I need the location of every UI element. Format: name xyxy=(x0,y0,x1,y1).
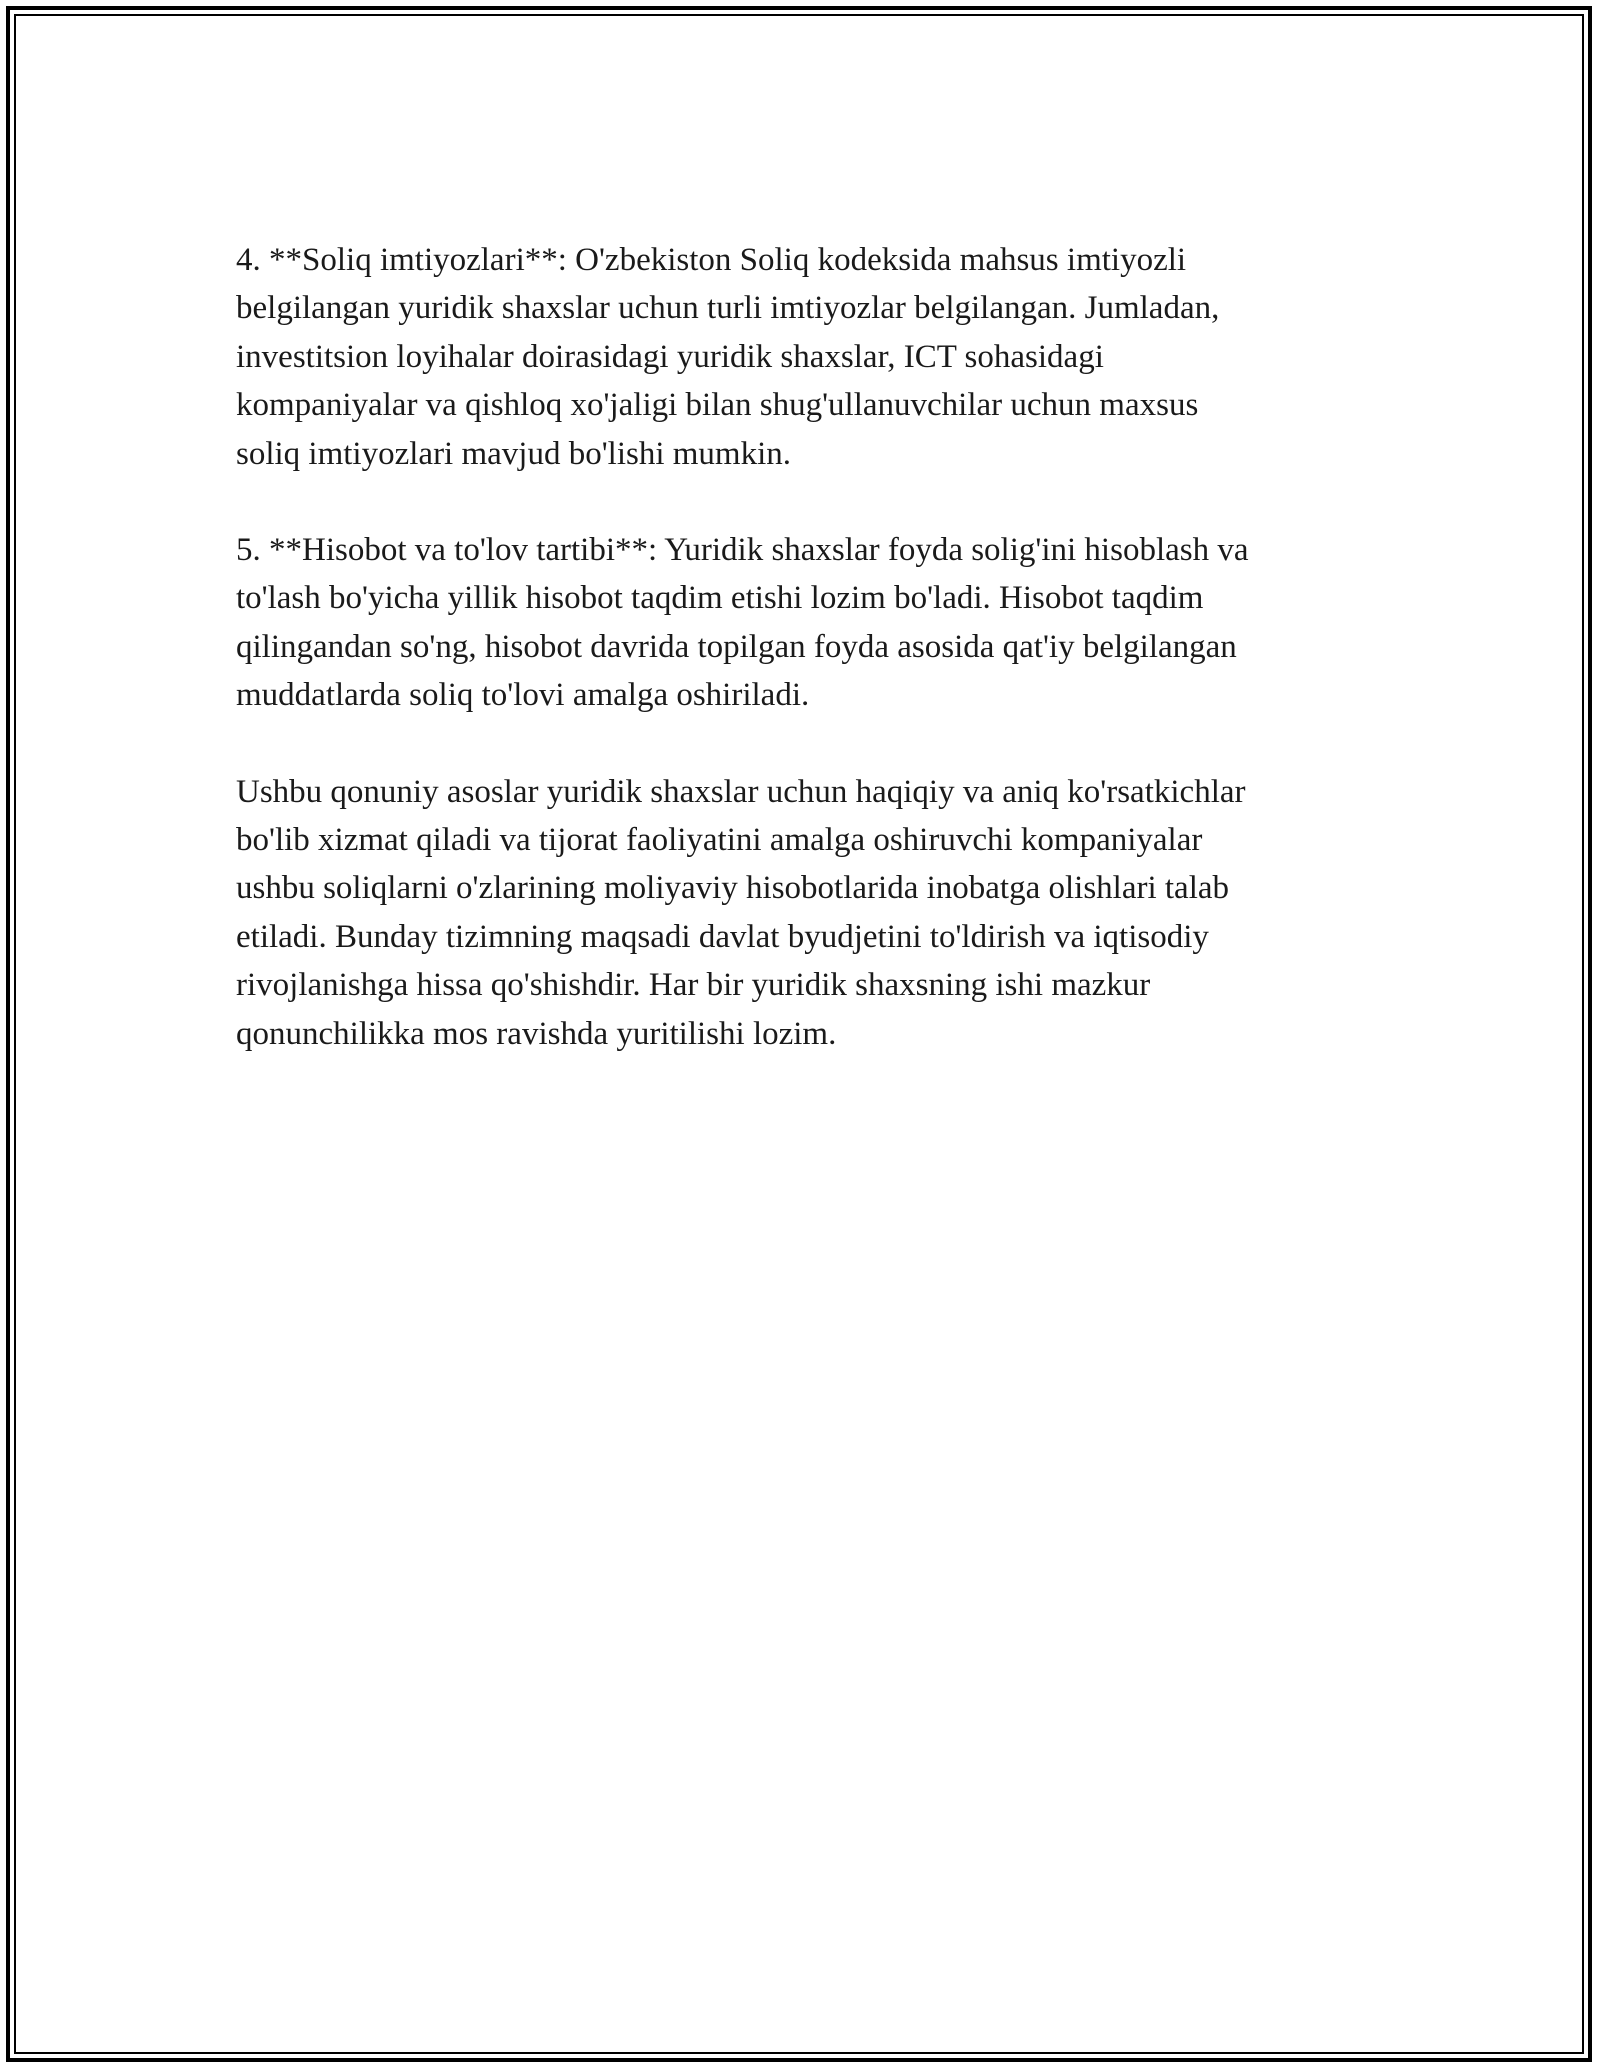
paragraph-tax-benefits: 4. **Soliq imtiyozlari**: O'zbekiston Soliq kodeksida mahsus imtiyozli belgilangan yuridik shaxslar uchun turli imtiyozlar belgilangan. Jumladan, investitsion loyihalar doirasidagi yuridik shaxslar, ICT sohasidagi kompaniyalar va qishloq xo'jaligi bilan shug'ullanuvchilar uchun maxsus soliq imtiyozlari mavjud bo'lishi mumkin. xyxy=(236,242,1220,472)
document-body xyxy=(236,236,1376,1106)
paragraph-reporting-payment: 5. **Hisobot va to'lov tartibi**: Yuridik shaxslar foyda solig'ini hisoblash va to'lash bo'yicha yillik hisobot taqdim etishi lozim bo'ladi. Hisobot taqdim qilingandan so'ng, hisobot davrida topilgan foyda asosida qat'iy belgilangan muddatlarda soliq to'lovi amalga oshiriladi. xyxy=(236,532,1249,714)
paragraph-conclusion: Ushbu qonuniy asoslar yuridik shaxslar uchun haqiqiy va aniq ko'rsatkichlar bo'lib xizmat qiladi va tijorat faoliyatini amalga oshiruvchi kompaniyalar ushbu soliqlarni o'zlarining moliyaviy hisobotlarida inobatga olishlari talab etiladi. Bunday tizimning maqsadi davlat byudjetini to'ldirish va iqtisodiy rivojlanishga hissa qo'shishdir. Har bir yuridik shaxsning ishi mazkur qonunchilikka mos ravishda yuritilishi lozim. xyxy=(236,773,1246,1052)
